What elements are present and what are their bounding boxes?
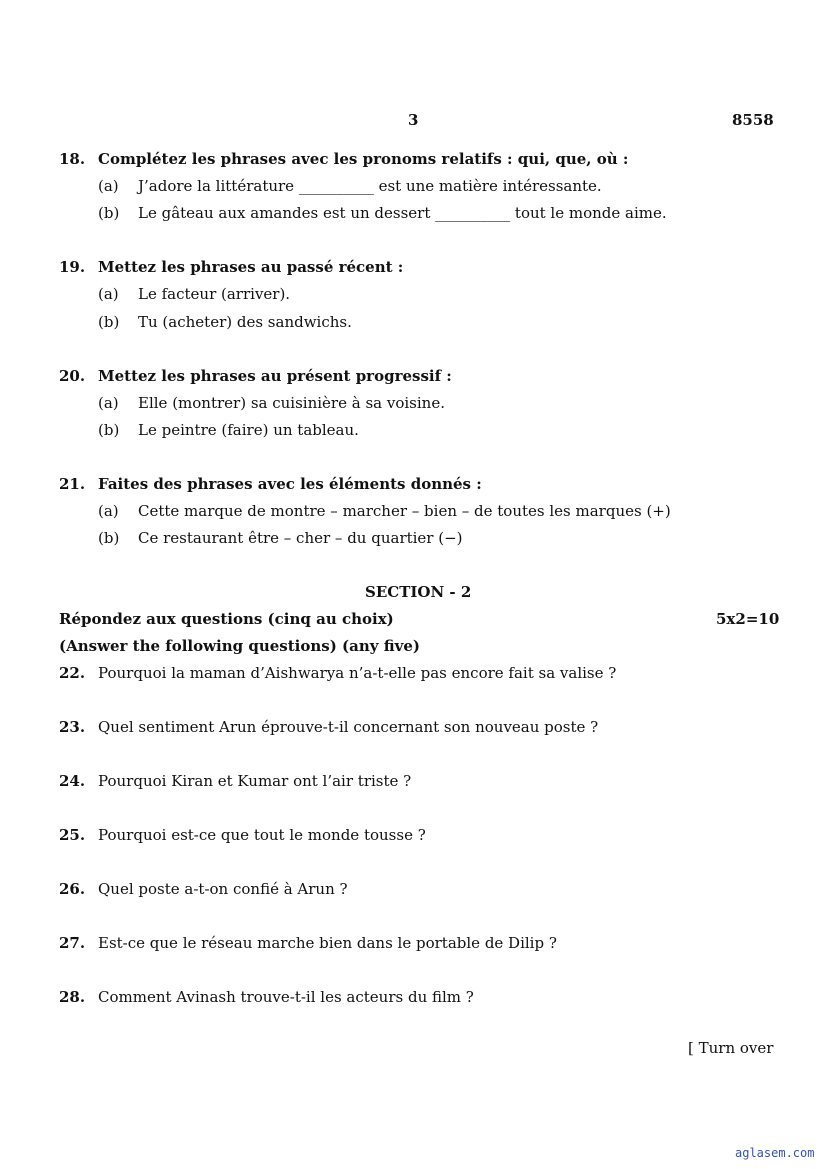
question-number: 20.	[59, 367, 86, 385]
item-label: (b)	[98, 529, 120, 547]
question-text: Pourquoi la maman d’Aishwarya n’a-t-elle pas encore fait sa valise ?	[98, 664, 617, 682]
question-text: Quel sentiment Arun éprouve-t-il concernant son nouveau poste ?	[98, 718, 599, 736]
item-text: Elle (montrer) sa cuisinière à sa voisine.	[138, 394, 445, 412]
question-number: 26.	[59, 880, 86, 898]
page-number: 3	[408, 111, 419, 129]
question-prompt: Complétez les phrases avec les pronoms relatifs : qui, que, où :	[98, 150, 629, 168]
question-prompt: Mettez les phrases au passé récent :	[98, 258, 404, 276]
question-number: 21.	[59, 475, 86, 493]
section-instruction-en: (Answer the following questions) (any five)	[59, 637, 420, 655]
item-label: (a)	[98, 285, 119, 303]
item-label: (a)	[98, 394, 119, 412]
question-number: 18.	[59, 150, 86, 168]
question-number: 22.	[59, 664, 86, 682]
item-text: Le peintre (faire) un tableau.	[138, 421, 359, 439]
question-number: 19.	[59, 258, 86, 276]
item-label: (b)	[98, 313, 120, 331]
item-text: Ce restaurant être – cher – du quartier (−)	[138, 529, 463, 547]
item-text: Cette marque de montre – marcher – bien – de toutes les marques (+)	[138, 502, 671, 520]
question-number: 27.	[59, 934, 86, 952]
question-number: 28.	[59, 988, 86, 1006]
item-label: (a)	[98, 502, 119, 520]
question-text: Comment Avinash trouve-t-il les acteurs du film ?	[98, 988, 474, 1006]
turn-over-note: [ Turn over	[688, 1039, 774, 1057]
item-text: J’adore la littérature __________ est une matière intéressante.	[138, 177, 602, 195]
item-text: Tu (acheter) des sandwichs.	[138, 313, 352, 331]
paper-code: 8558	[732, 111, 774, 129]
question-prompt: Faites des phrases avec les éléments donnés :	[98, 475, 482, 493]
item-label: (a)	[98, 177, 119, 195]
question-number: 24.	[59, 772, 86, 790]
watermark: aglasem.com	[735, 1146, 815, 1160]
question-number: 23.	[59, 718, 86, 736]
item-label: (b)	[98, 204, 120, 222]
question-text: Pourquoi Kiran et Kumar ont l’air triste ?	[98, 772, 412, 790]
item-label: (b)	[98, 421, 120, 439]
question-prompt: Mettez les phrases au présent progressif :	[98, 367, 452, 385]
item-text: Le gâteau aux amandes est un dessert __________ tout le monde aime.	[138, 204, 667, 222]
section-instruction-fr: Répondez aux questions (cinq au choix)	[59, 610, 394, 628]
question-number: 25.	[59, 826, 86, 844]
section-title: SECTION - 2	[365, 583, 472, 601]
item-text: Le facteur (arriver).	[138, 285, 291, 303]
section-marks: 5x2=10	[716, 610, 780, 628]
question-text: Quel poste a-t-on confié à Arun ?	[98, 880, 348, 898]
question-text: Pourquoi est-ce que tout le monde tousse ?	[98, 826, 426, 844]
question-text: Est-ce que le réseau marche bien dans le portable de Dilip ?	[98, 934, 557, 952]
